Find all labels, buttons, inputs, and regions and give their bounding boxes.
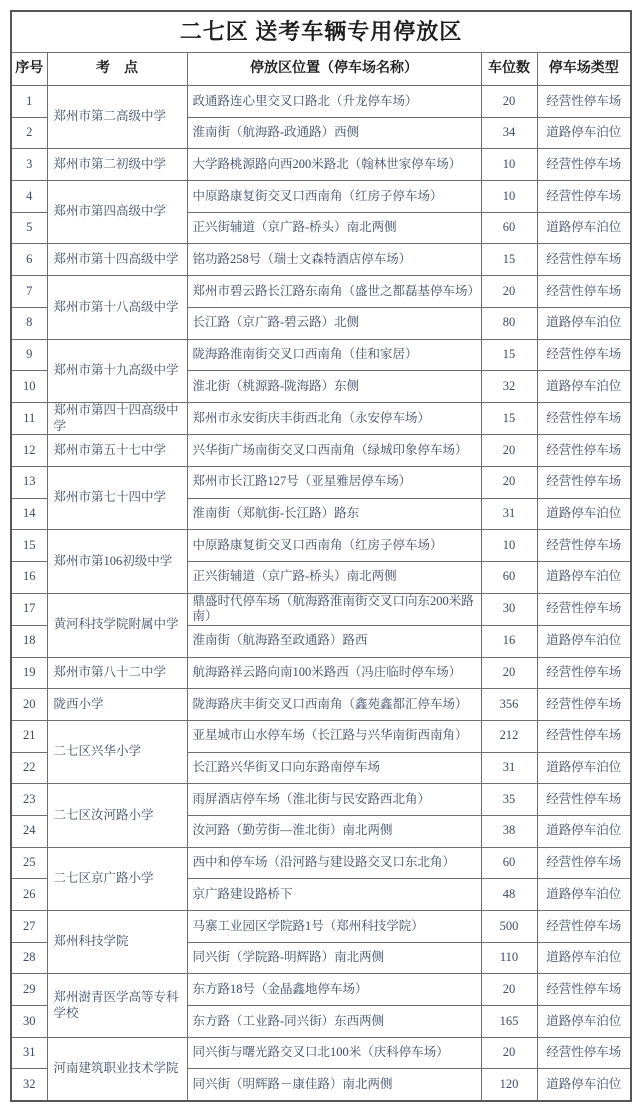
cell-row-number: 28 (11, 942, 47, 974)
cell-row-number: 14 (11, 498, 47, 530)
cell-space-count: 30 (481, 593, 537, 625)
cell-parking-type: 经营性停车场 (537, 149, 631, 181)
cell-school-name: 二七区兴华小学 (47, 720, 187, 783)
cell-parking-type: 道路停车泊位 (537, 498, 631, 530)
cell-parking-type: 道路停车泊位 (537, 1069, 631, 1101)
cell-space-count: 10 (481, 530, 537, 562)
cell-space-count: 20 (481, 974, 537, 1006)
cell-row-number: 30 (11, 1006, 47, 1038)
cell-parking-type: 经营性停车场 (537, 86, 631, 118)
cell-parking-location: 郑州市长江路127号（亚星雅居停车场） (187, 466, 481, 498)
cell-parking-location: 东方路（工业路-同兴街）东西两侧 (187, 1006, 481, 1038)
cell-parking-location: 亚星城市山水停车场（长江路与兴华南街西南角） (187, 720, 481, 752)
table-row (11, 244, 631, 276)
cell-parking-type: 道路停车泊位 (537, 117, 631, 149)
cell-parking-type: 道路停车泊位 (537, 625, 631, 657)
cell-parking-location: 汝河路（勤劳街—淮北街）南北两侧 (187, 815, 481, 847)
cell-space-count: 20 (481, 86, 537, 118)
cell-parking-type: 道路停车泊位 (537, 212, 631, 244)
cell-row-number: 5 (11, 212, 47, 244)
cell-parking-location: 京广路建设路桥下 (187, 879, 481, 911)
cell-space-count: 15 (481, 339, 537, 371)
cell-parking-location: 铭功路258号（瑞士文森特酒店停车场） (187, 244, 481, 276)
cell-parking-type: 经营性停车场 (537, 339, 631, 371)
cell-parking-type: 经营性停车场 (537, 530, 631, 562)
table-body (11, 86, 631, 1101)
cell-school-name: 陇西小学 (47, 689, 187, 721)
cell-row-number: 20 (11, 689, 47, 721)
cell-school-name: 二七区汝河路小学 (47, 784, 187, 847)
cell-parking-location: 马寨工业园区学院路1号（郑州科技学院） (187, 911, 481, 943)
table-row (11, 593, 631, 625)
cell-row-number: 12 (11, 435, 47, 467)
cell-space-count: 212 (481, 720, 537, 752)
cell-space-count: 34 (481, 117, 537, 149)
cell-row-number: 26 (11, 879, 47, 911)
cell-parking-location: 同兴街与曙光路交叉口北100米（庆科停车场） (187, 1037, 481, 1069)
cell-parking-type: 经营性停车场 (537, 435, 631, 467)
cell-parking-type: 经营性停车场 (537, 244, 631, 276)
cell-school-name: 郑州市第四十四高级中学 (47, 402, 187, 434)
cell-parking-type: 经营性停车场 (537, 974, 631, 1006)
cell-parking-location: 淮南街（航海路-政通路）西侧 (187, 117, 481, 149)
cell-row-number: 21 (11, 720, 47, 752)
cell-school-name: 郑州市第二高级中学 (47, 86, 187, 149)
cell-parking-type: 经营性停车场 (537, 911, 631, 943)
column-header-school: 考 点 (47, 53, 187, 86)
cell-space-count: 60 (481, 561, 537, 593)
cell-row-number: 19 (11, 657, 47, 689)
cell-parking-type: 道路停车泊位 (537, 815, 631, 847)
cell-parking-type: 道路停车泊位 (537, 561, 631, 593)
cell-space-count: 20 (481, 435, 537, 467)
column-header-spaces: 车位数 (481, 53, 537, 86)
header-row (11, 53, 631, 86)
table-row (11, 402, 631, 434)
cell-row-number: 27 (11, 911, 47, 943)
cell-space-count: 500 (481, 911, 537, 943)
cell-school-name: 郑州市第十九高级中学 (47, 339, 187, 402)
cell-parking-type: 经营性停车场 (537, 402, 631, 434)
cell-school-name: 郑州市第106初级中学 (47, 530, 187, 593)
cell-row-number: 1 (11, 86, 47, 118)
cell-space-count: 356 (481, 689, 537, 721)
cell-parking-location: 郑州市碧云路长江路东南角（盛世之都磊基停车场） (187, 276, 481, 308)
cell-row-number: 24 (11, 815, 47, 847)
cell-space-count: 10 (481, 149, 537, 181)
cell-row-number: 9 (11, 339, 47, 371)
cell-parking-location: 兴华街广场南街交叉口西南角（绿城印象停车场） (187, 435, 481, 467)
cell-parking-type: 经营性停车场 (537, 181, 631, 213)
cell-parking-type: 道路停车泊位 (537, 371, 631, 403)
cell-space-count: 80 (481, 307, 537, 339)
cell-space-count: 20 (481, 1037, 537, 1069)
cell-row-number: 6 (11, 244, 47, 276)
cell-school-name: 河南建筑职业技术学院 (47, 1037, 187, 1100)
cell-row-number: 11 (11, 402, 47, 434)
cell-parking-type: 经营性停车场 (537, 466, 631, 498)
cell-row-number: 18 (11, 625, 47, 657)
cell-parking-location: 东方路18号（金晶鑫地停车场） (187, 974, 481, 1006)
table-row (11, 435, 631, 467)
table-row (11, 86, 631, 118)
cell-space-count: 60 (481, 847, 537, 879)
cell-row-number: 15 (11, 530, 47, 562)
table-row (11, 276, 631, 308)
cell-school-name: 郑州市第五十七中学 (47, 435, 187, 467)
cell-parking-location: 雨屏酒店停车场（淮北街与民安路西北角） (187, 784, 481, 816)
cell-parking-location: 中原路康复街交叉口西南角（红房子停车场） (187, 181, 481, 213)
cell-school-name: 郑州市第二初级中学 (47, 149, 187, 181)
cell-row-number: 16 (11, 561, 47, 593)
cell-parking-location: 淮北街（桃源路-陇海路）东侧 (187, 371, 481, 403)
table-row (11, 339, 631, 371)
cell-parking-type: 经营性停车场 (537, 1037, 631, 1069)
cell-parking-type: 道路停车泊位 (537, 1006, 631, 1038)
cell-row-number: 17 (11, 593, 47, 625)
table-row (11, 1037, 631, 1069)
cell-parking-location: 陇海路庆丰街交叉口西南角（鑫苑鑫都汇停车场） (187, 689, 481, 721)
cell-parking-type: 道路停车泊位 (537, 752, 631, 784)
cell-parking-type: 经营性停车场 (537, 847, 631, 879)
cell-row-number: 32 (11, 1069, 47, 1101)
table-row (11, 784, 631, 816)
table-row (11, 911, 631, 943)
cell-parking-type: 经营性停车场 (537, 276, 631, 308)
column-header-index: 序号 (11, 53, 47, 86)
table-row (11, 657, 631, 689)
cell-parking-location: 郑州市永安街庆丰街西北角（永安停车场） (187, 402, 481, 434)
table-row (11, 720, 631, 752)
cell-school-name: 二七区京广路小学 (47, 847, 187, 910)
cell-space-count: 165 (481, 1006, 537, 1038)
cell-parking-type: 经营性停车场 (537, 784, 631, 816)
cell-parking-location: 同兴街（明辉路－康佳路）南北两侧 (187, 1069, 481, 1101)
cell-space-count: 48 (481, 879, 537, 911)
cell-parking-location: 大学路桃源路向西200米路北（翰林世家停车场） (187, 149, 481, 181)
cell-row-number: 22 (11, 752, 47, 784)
cell-parking-location: 淮南街（郑航街-长江路）路东 (187, 498, 481, 530)
cell-school-name: 郑州市第八十二中学 (47, 657, 187, 689)
cell-school-name: 郑州科技学院 (47, 911, 187, 974)
cell-parking-location: 鼎盛时代停车场（航海路淮南街交叉口向东200米路南） (187, 593, 481, 625)
cell-school-name: 郑州市第七十四中学 (47, 466, 187, 529)
table-row (11, 974, 631, 1006)
cell-space-count: 20 (481, 657, 537, 689)
cell-school-name: 郑州澍青医学高等专科学校 (47, 974, 187, 1037)
cell-parking-location: 正兴街辅道（京广路-桥头）南北两侧 (187, 212, 481, 244)
cell-space-count: 32 (481, 371, 537, 403)
cell-space-count: 110 (481, 942, 537, 974)
cell-parking-location: 长江路（京广路-碧云路）北侧 (187, 307, 481, 339)
cell-school-name: 黄河科技学院附属中学 (47, 593, 187, 657)
cell-row-number: 8 (11, 307, 47, 339)
table-row (11, 181, 631, 213)
cell-row-number: 31 (11, 1037, 47, 1069)
cell-space-count: 31 (481, 752, 537, 784)
cell-parking-location: 淮南街（航海路至政通路）路西 (187, 625, 481, 657)
cell-parking-location: 政通路连心里交叉口路北（升龙停车场） (187, 86, 481, 118)
cell-space-count: 16 (481, 625, 537, 657)
cell-parking-type: 道路停车泊位 (537, 307, 631, 339)
title-row (11, 11, 631, 53)
cell-space-count: 60 (481, 212, 537, 244)
cell-space-count: 120 (481, 1069, 537, 1101)
cell-space-count: 20 (481, 466, 537, 498)
cell-parking-location: 陇海路淮南街交叉口西南角（佳和家居） (187, 339, 481, 371)
cell-row-number: 3 (11, 149, 47, 181)
cell-parking-type: 经营性停车场 (537, 593, 631, 625)
parking-table (10, 10, 632, 1102)
cell-row-number: 23 (11, 784, 47, 816)
page-title: 二七区 送考车辆专用停放区 (11, 11, 631, 53)
cell-space-count: 31 (481, 498, 537, 530)
cell-parking-type: 道路停车泊位 (537, 879, 631, 911)
cell-row-number: 29 (11, 974, 47, 1006)
cell-row-number: 2 (11, 117, 47, 149)
cell-parking-location: 同兴街（学院路-明辉路）南北两侧 (187, 942, 481, 974)
cell-space-count: 38 (481, 815, 537, 847)
cell-school-name: 郑州市第十四高级中学 (47, 244, 187, 276)
table-row (11, 689, 631, 721)
cell-space-count: 15 (481, 402, 537, 434)
cell-row-number: 10 (11, 371, 47, 403)
table-row (11, 530, 631, 562)
table-row (11, 847, 631, 879)
cell-parking-type: 道路停车泊位 (537, 942, 631, 974)
cell-parking-type: 经营性停车场 (537, 657, 631, 689)
cell-parking-location: 正兴街辅道（京广路-桥头）南北两侧 (187, 561, 481, 593)
cell-parking-location: 长江路兴华街叉口向东路南停车场 (187, 752, 481, 784)
cell-space-count: 15 (481, 244, 537, 276)
cell-school-name: 郑州市第十八高级中学 (47, 276, 187, 339)
cell-row-number: 4 (11, 181, 47, 213)
table-row (11, 149, 631, 181)
column-header-type: 停车场类型 (537, 53, 631, 86)
cell-row-number: 7 (11, 276, 47, 308)
table-row (11, 466, 631, 498)
cell-row-number: 25 (11, 847, 47, 879)
cell-parking-location: 西中和停车场（沿河路与建设路交叉口东北角） (187, 847, 481, 879)
cell-parking-type: 经营性停车场 (537, 720, 631, 752)
cell-school-name: 郑州市第四高级中学 (47, 181, 187, 244)
cell-parking-type: 经营性停车场 (537, 689, 631, 721)
cell-parking-location: 航海路祥云路向南100米路西（冯庄临时停车场） (187, 657, 481, 689)
cell-space-count: 35 (481, 784, 537, 816)
cell-space-count: 20 (481, 276, 537, 308)
cell-space-count: 10 (481, 181, 537, 213)
column-header-location: 停放区位置（停车场名称） (187, 53, 481, 86)
cell-parking-location: 中原路康复街交叉口西南角（红房子停车场） (187, 530, 481, 562)
cell-row-number: 13 (11, 466, 47, 498)
